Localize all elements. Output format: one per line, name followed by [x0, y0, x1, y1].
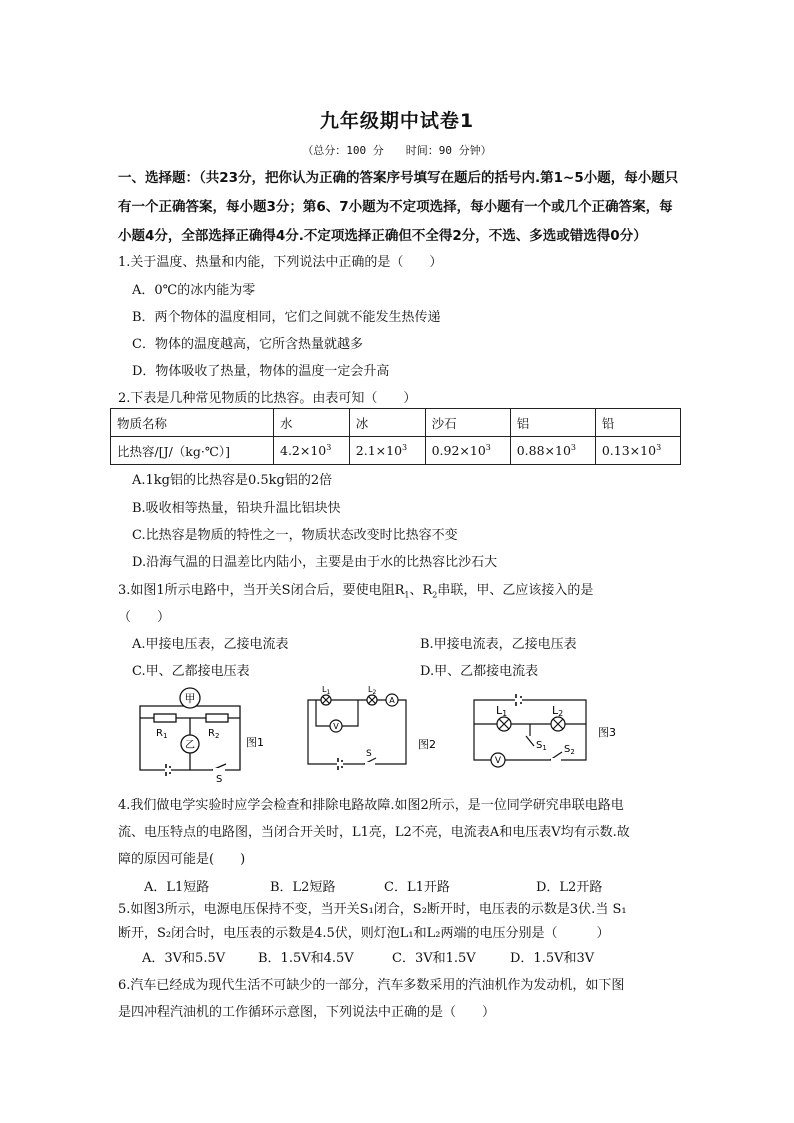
question-5-line: 5.如图3所示，电源电压保持不变，当开关S₁闭合，S₂断开时，电压表的示数是3伏.当 S₁ [118, 902, 627, 917]
subscript: 1 [542, 744, 547, 752]
q5-option-a: A．3V和5.5V [142, 951, 226, 966]
q3-option-c: C.甲、乙都接电压表 [132, 664, 250, 679]
switch-label [564, 744, 575, 756]
label-text: R [208, 728, 215, 739]
subscript: 1 [404, 590, 410, 600]
exponent: 3 [570, 442, 577, 452]
switch-gap [365, 762, 375, 766]
lamp-label [368, 685, 376, 696]
circuit-figure-2 [298, 686, 448, 778]
subscript: 2 [570, 748, 575, 756]
q3-stem-part: 3.如图1所示电路中，当开关S闭合后，要使电阻R [118, 583, 405, 598]
table-cell: 铅 [595, 409, 680, 437]
meter-label: V [494, 756, 502, 766]
q2-option-c: C.比热容是物质的特性之一，物质状态改变时比热容不变 [132, 528, 458, 543]
cell-value: 4.2×10 [280, 443, 327, 459]
q4-option-c: C．L1开路 [384, 880, 450, 895]
meter-label: V [333, 722, 339, 731]
circuit-wire [308, 700, 406, 764]
table-row [111, 437, 681, 465]
table-cell: 冰 [349, 409, 425, 437]
q2-option-b: B.吸收相等热量，铅块升温比铝块快 [132, 501, 341, 516]
exponent: 3 [656, 442, 662, 452]
exam-info: （总分：100 分 时间：90 分钟） [302, 144, 492, 157]
switch-gap [551, 758, 561, 762]
meter-label: 乙 [185, 740, 195, 751]
q1-option-c: C．物体的温度越高，它所含热量就越多 [132, 337, 363, 352]
q1-option-d: D．物体吸收了热量，物体的温度一定会升高 [132, 364, 390, 379]
table-cell: 沙石 [425, 409, 510, 437]
table-cell [274, 437, 350, 465]
figure-label: 图3 [598, 726, 616, 739]
switch-gap [213, 768, 225, 772]
question-5-line: 断开，S₂闭合时，电压表的示数是4.5伏，则灯泡L₁和L₂两端的电压分别是（ ） [118, 926, 610, 941]
q5-option-c: C．3V和1.5V [392, 951, 476, 966]
page-title: 九年级期中试卷1 [319, 110, 475, 132]
table-cell [349, 437, 425, 465]
table-cell: 铝 [510, 409, 595, 437]
resistor-r2-icon [206, 714, 228, 722]
lamp-label [322, 685, 330, 696]
q3-option-a: A.甲接电压表，乙接电流表 [132, 637, 289, 652]
question-6-line: 6.汽车已经成为现代生活不可缺少的一部分，汽车多数采用的汽油机作为发动机，如下图 [118, 978, 625, 993]
resistor-r1-icon [154, 714, 176, 722]
table-cell: 比热容/[J/（kg·℃）] [111, 437, 274, 465]
question-4-line: 障的原因可能是( ) [118, 852, 246, 867]
q1-option-b: B．两个物体的温度相同，它们之间就不能发生热传递 [132, 310, 441, 325]
q2-option-d: D.沿海气温的日温差比内陆小，主要是由于水的比热容比沙石大 [132, 555, 498, 570]
table-cell [425, 437, 510, 465]
battery-gap [165, 768, 171, 772]
exponent: 3 [402, 442, 408, 452]
battery-gap [337, 762, 343, 766]
cell-value: 0.13×10 [601, 443, 657, 459]
label-text: L [552, 704, 559, 717]
table-cell: 水 [274, 409, 350, 437]
exponent: 3 [485, 442, 491, 452]
question-2-stem: 2.下表是几种常见物质的比热容。由表可知（ ） [118, 391, 417, 406]
meter-label: 甲 [184, 692, 196, 705]
circuit-figure-1 [132, 686, 282, 785]
label-text: R [156, 728, 163, 739]
question-3-stem [118, 579, 593, 600]
answer-bracket: （ ） [118, 610, 171, 625]
battery-gap [515, 698, 522, 702]
label-text: L [496, 704, 503, 717]
q3-stem-part: 、R [409, 583, 433, 598]
specific-heat-table [110, 408, 681, 465]
section-heading: 一、选择题：（共23分，把你认为正确的答案序号填写在题后的括号内.第1~5小题，每小题只有一个正确答案，每小题3分；第6、7小题为不定项选择，每小题有一个或几个正确答案，每小题4分，全部选择正确得4分.不定项选择正确但不全得2分，不选、多选或错选得0分） [118, 170, 679, 244]
subscript: 2 [432, 590, 438, 600]
switch-s1-icon [526, 736, 534, 746]
label-text: L [368, 685, 373, 694]
label-text: S [536, 740, 543, 751]
lamp-label [496, 704, 507, 718]
question-4-line: 4.我们做电学实验时应学会检查和排除电路故障.如图2所示，是一位同学研究串联电路电 [118, 798, 624, 813]
subscript: 2 [558, 709, 564, 718]
circuit-figure-3 [466, 686, 636, 778]
q4-option-b: B．L2短路 [270, 880, 336, 895]
switch-label: S [366, 749, 372, 759]
resistor-label [208, 728, 219, 740]
subscript: 1 [162, 732, 168, 740]
exponent: 3 [326, 442, 332, 452]
label-text: L [322, 685, 327, 694]
meter-label: A [389, 696, 395, 705]
table-cell: 物质名称 [111, 409, 274, 437]
subscript: 2 [372, 689, 377, 696]
q2-option-a: A.1kg铝的比热容是0.5kg铝的2倍 [132, 473, 333, 488]
resistor-label [156, 728, 167, 740]
q3-option-d: D.甲、乙都接电流表 [420, 664, 539, 679]
cell-value: 2.1×10 [355, 443, 403, 459]
figure-label: 图1 [246, 736, 264, 749]
switch-label: S [216, 774, 223, 785]
table-row [111, 409, 681, 437]
q4-option-a: A．L1短路 [144, 880, 210, 895]
lamp-label [552, 704, 563, 718]
figure-label: 图2 [418, 738, 436, 751]
cell-value: 0.88×10 [516, 443, 571, 459]
subscript: 1 [502, 709, 508, 718]
question-6-line: 是四冲程汽油机的工作循环示意图，下列说法中正确的是（ ） [118, 1005, 496, 1020]
q5-option-b: B．1.5V和4.5V [258, 951, 354, 966]
label-text: S [564, 744, 571, 755]
switch-label [536, 740, 547, 752]
q3-option-b: B.甲接电流表，乙接电压表 [420, 637, 577, 652]
q5-option-d: D．1.5V和3V [510, 951, 595, 966]
subscript: 1 [326, 689, 331, 696]
table-cell [595, 437, 680, 465]
q1-option-a: A．0℃的冰内能为零 [132, 283, 256, 298]
cell-value: 0.92×10 [431, 443, 486, 459]
subscript: 2 [214, 732, 220, 740]
q3-stem-part: 串联，甲、乙应该接入的是 [437, 583, 594, 598]
table-cell [510, 437, 595, 465]
question-4-line: 流、电压特点的电路图，当闭合开关时，L1亮，L2不亮，电流表A和电压表V均有示数.故 [118, 825, 630, 840]
question-1-stem: 1.关于温度、热量和内能，下列说法中正确的是（ ） [118, 255, 443, 270]
q4-option-d: D．L2开路 [536, 880, 603, 895]
